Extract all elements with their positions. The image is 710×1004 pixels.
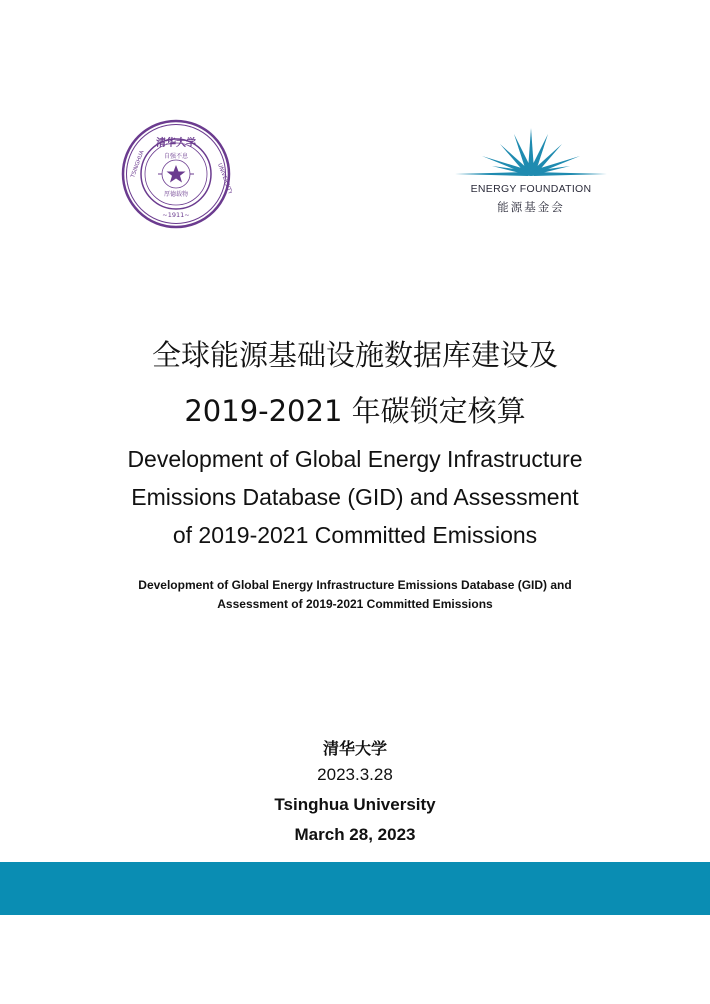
svg-text:TSINGHUA: TSINGHUA <box>130 149 146 179</box>
bottom-color-band <box>0 862 710 915</box>
title-cn-line-2: 2019-2021 年碳锁定核算 <box>184 394 526 428</box>
institution-cn: 清华大学 <box>322 739 387 758</box>
tsinghua-seal-logo <box>120 118 232 230</box>
title-en-line-2: Emissions Database (GID) and Assessment <box>131 484 579 510</box>
title-cn-line-1: 全球能源基础设施数据库建设及 <box>151 338 558 372</box>
date-numeric: 2023.3.28 <box>317 765 393 784</box>
energy-foundation-starburst-icon <box>452 128 610 180</box>
date-en: March 28, 2023 <box>294 825 416 844</box>
subtitle-line-2: Assessment of 2019-2021 Committed Emissions <box>217 597 493 611</box>
svg-text:UNIVERSITY: UNIVERSITY <box>216 162 232 196</box>
title-en-line-1: Development of Global Energy Infrastructure <box>127 446 583 472</box>
subtitle-line-1: Development of Global Energy Infrastructure Emissions Database (GID) and <box>138 578 572 592</box>
svg-text:厚德载物: 厚德载物 <box>163 191 189 198</box>
svg-text:自强不息: 自强不息 <box>163 153 189 160</box>
energy-foundation-logo <box>452 128 610 224</box>
energy-foundation-name: ENERGY FOUNDATION <box>470 183 592 195</box>
svg-text:~1911~: ~1911~ <box>162 211 190 219</box>
institution-en: Tsinghua University <box>274 795 436 814</box>
tsinghua-seal-icon <box>120 118 232 230</box>
energy-foundation-name-cn: 能源基金会 <box>497 200 565 214</box>
title-en-line-3: of 2019-2021 Committed Emissions <box>172 522 538 548</box>
svg-text:清华大学: 清华大学 <box>156 138 196 149</box>
